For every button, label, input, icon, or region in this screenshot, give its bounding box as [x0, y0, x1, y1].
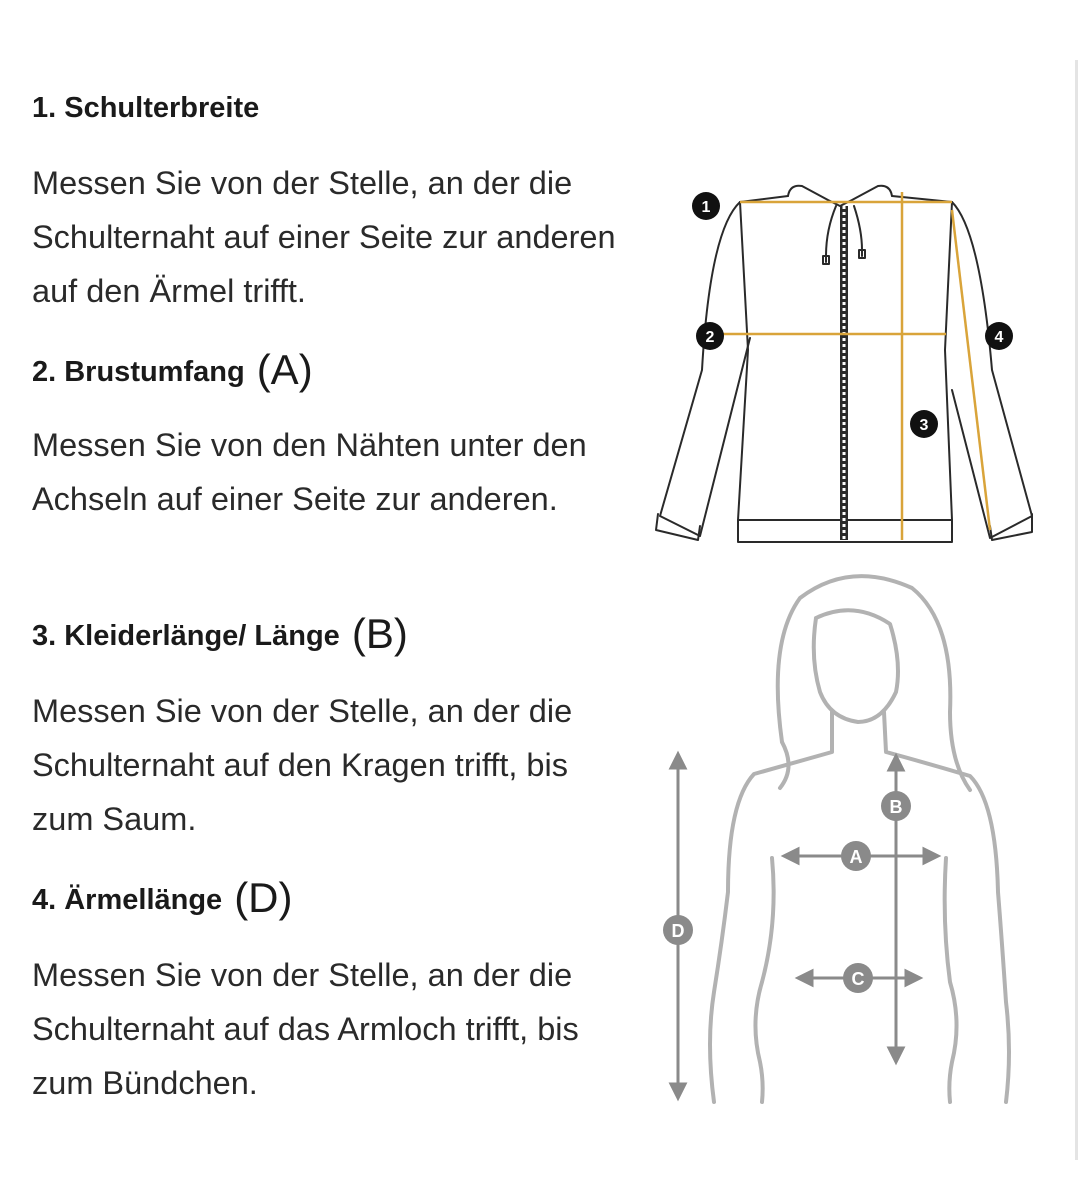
marker-d-label: D	[671, 921, 685, 941]
marker-4-label: 4	[994, 329, 1004, 346]
marker-2-label: 2	[705, 329, 715, 346]
arrow-head	[906, 971, 920, 985]
section-title-sleeve	[32, 874, 293, 922]
face-outline	[814, 610, 898, 722]
marker-c-label: C	[851, 969, 865, 989]
jacket-diagram	[640, 170, 1060, 560]
arrow-head	[671, 1084, 685, 1098]
marker-a-label: A	[849, 847, 863, 867]
section-title-text: 4. Ärmellänge	[32, 884, 223, 916]
section-title-chest	[32, 346, 313, 394]
section-body-shoulder: Messen Sie von der Stelle, an der die Schulternaht auf einer Seite zur anderen auf den Ärmel trifft.	[32, 165, 616, 309]
body-silhouette-diagram	[650, 562, 1070, 1112]
section-title-shoulder	[32, 92, 259, 125]
section-letter: (D)	[234, 874, 293, 921]
body-markers	[663, 791, 911, 993]
section-body-length: Messen Sie von der Stelle, an der die Schulternaht auf den Kragen trifft, bis zum Saum.	[32, 693, 573, 837]
section-letter: (A)	[256, 346, 313, 393]
arrow-head	[798, 971, 812, 985]
arrow-head	[784, 849, 798, 863]
section-title-text: 2. Brustumfang	[32, 356, 245, 388]
section-title-length	[32, 610, 408, 658]
arrow-head	[924, 849, 938, 863]
left-torso-line	[755, 858, 773, 1102]
left-shoulder-outline	[710, 712, 832, 1102]
marker-1-label: 1	[701, 199, 711, 216]
right-sleeve-outline	[892, 196, 1032, 538]
section-title-text: 3. Kleiderlänge/ Länge	[32, 620, 340, 652]
left-sleeve-outline	[660, 196, 788, 536]
right-torso-line	[945, 858, 957, 1102]
marker-3-label: 3	[919, 417, 929, 434]
section-body-chest: Messen Sie von den Nähten unter den Achseln auf einer Seite zur anderen.	[32, 427, 587, 517]
section-letter: (B)	[351, 610, 408, 657]
measure-sleeve-line	[952, 210, 990, 530]
edge-divider	[1075, 60, 1078, 1160]
arrow-head	[671, 754, 685, 768]
section-body-sleeve: Messen Sie von der Stelle, an der die Schulternaht auf das Armloch trifft, bis zum Bündchen.	[32, 957, 579, 1101]
section-title-text: 1. Schulterbreite	[32, 92, 260, 124]
marker-b-label: B	[889, 797, 903, 817]
arrow-head	[889, 1048, 903, 1062]
